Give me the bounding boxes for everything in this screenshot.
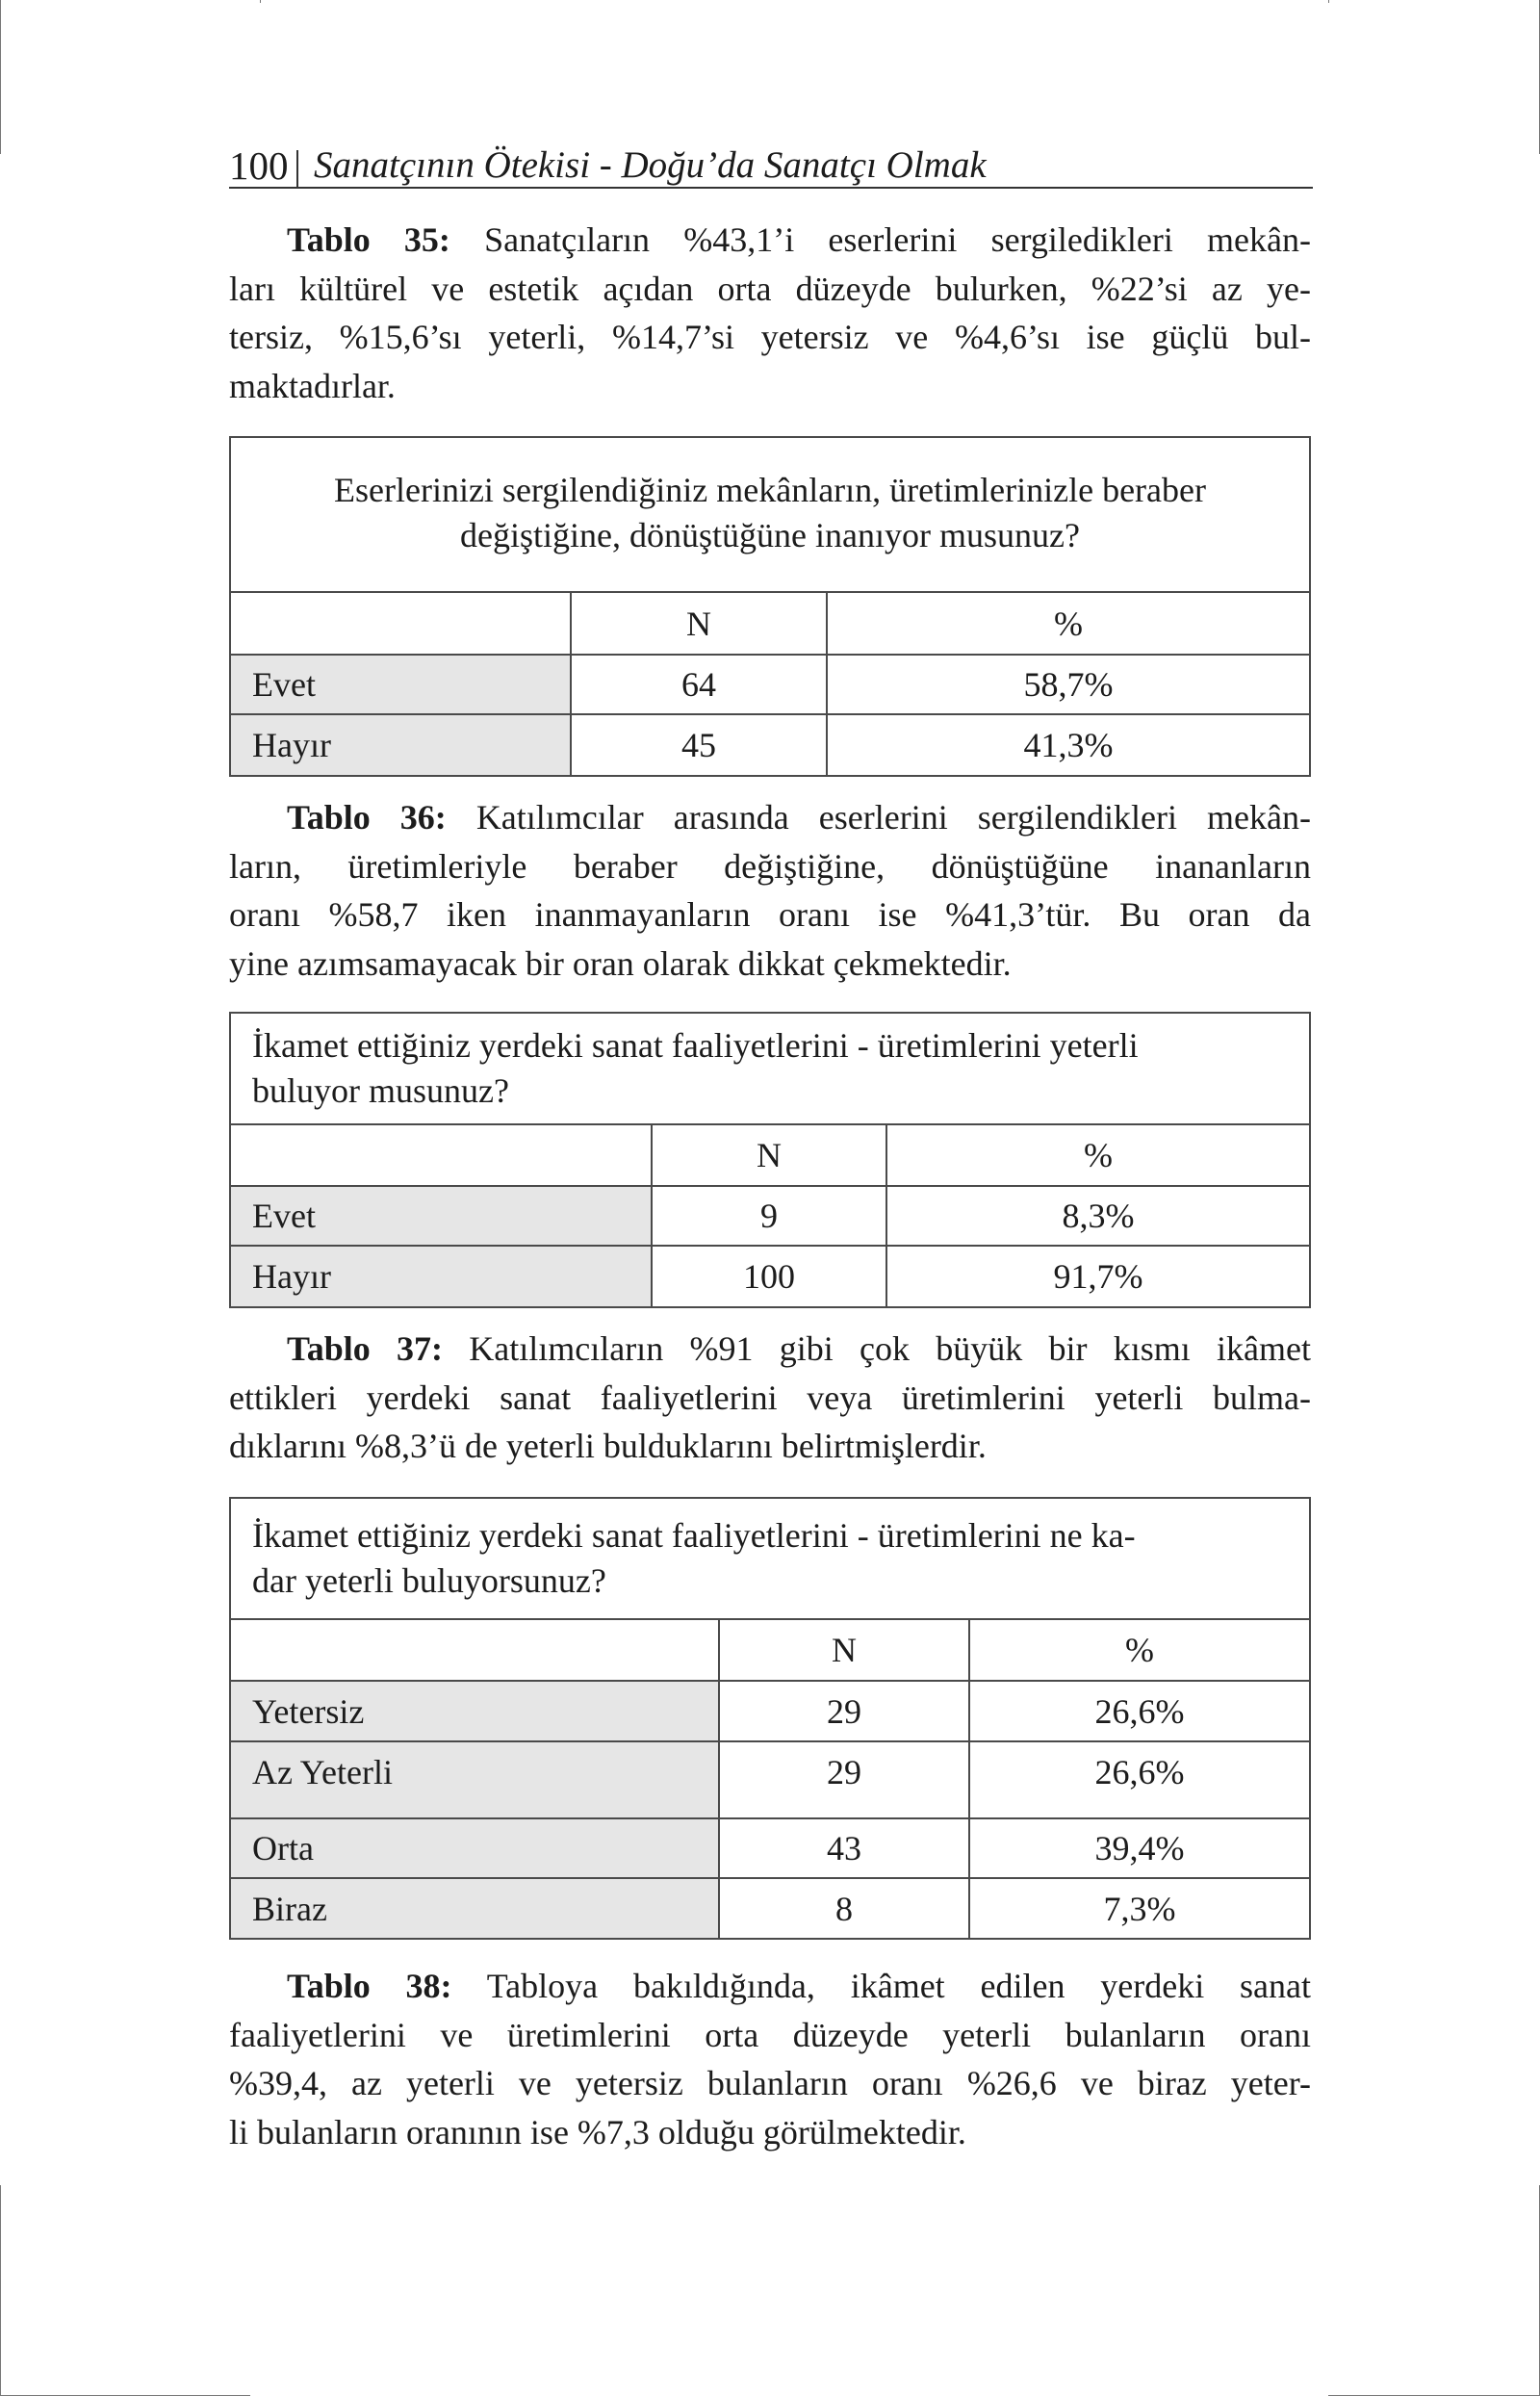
survey-table-exhibition-venues bbox=[229, 436, 1311, 777]
row-count: 43 bbox=[718, 1819, 968, 1877]
text-line: dıklarını %8,3’ü de yeterli bulduklarını belirtmişlerdir. bbox=[229, 1427, 987, 1465]
row-count: 29 bbox=[718, 1742, 968, 1817]
crop-mark bbox=[0, 0, 1, 154]
header-separator bbox=[296, 150, 298, 187]
text-line: tersiz, %15,6’sı yeterli, %14,7’si yetersiz ve %4,6’sı ise güçlü bul- bbox=[229, 318, 1311, 356]
row-percent: 26,6% bbox=[968, 1682, 1309, 1740]
row-label: Yetersiz bbox=[231, 1682, 718, 1740]
row-count: 8 bbox=[718, 1879, 968, 1938]
table-row bbox=[231, 1187, 1309, 1247]
paragraph-tablo-37 bbox=[229, 1325, 1311, 1471]
text-line: li bulanların oranının ise %7,3 olduğu görülmektedir. bbox=[229, 2112, 966, 2151]
table-row bbox=[231, 715, 1309, 775]
row-percent: 58,7% bbox=[826, 656, 1309, 713]
crop-mark bbox=[0, 2185, 1, 2396]
paragraph-tablo-35 bbox=[229, 216, 1311, 410]
row-label: Hayır bbox=[231, 715, 570, 775]
text-line: maktadırlar. bbox=[229, 366, 396, 405]
row-count: 45 bbox=[570, 715, 826, 775]
crop-mark bbox=[1328, 0, 1329, 3]
table-header-blank bbox=[231, 593, 570, 654]
column-header-percent: % bbox=[826, 593, 1309, 654]
crop-mark bbox=[260, 0, 261, 3]
running-header bbox=[229, 144, 1313, 189]
text-line: ettikleri yerdeki sanat faaliyetlerini veya üretimlerini yeterli bulma- bbox=[229, 1378, 1311, 1417]
row-count: 9 bbox=[651, 1187, 886, 1245]
row-percent: 91,7% bbox=[886, 1247, 1309, 1306]
text-line: %39,4, az yeterli ve yetersiz bulanların oranı %26,6 ve biraz yeter- bbox=[229, 2064, 1311, 2102]
running-title: Sanatçının Ötekisi - Doğu’da Sanatçı Olmak bbox=[314, 144, 987, 186]
table-row bbox=[231, 1819, 1309, 1879]
column-header-n: N bbox=[570, 593, 826, 654]
text-line: oranı %58,7 iken inanmayanların oranı ise %41,3’tür. Bu oran da bbox=[229, 895, 1311, 934]
text-line: Tablo 35: Sanatçıların %43,1’i eserlerini sergiledikleri mekân- bbox=[287, 220, 1311, 259]
row-percent: 39,4% bbox=[968, 1819, 1309, 1877]
table-header-row bbox=[231, 593, 1309, 656]
table-header-blank bbox=[231, 1125, 651, 1185]
table-reference-label: Tablo 37: bbox=[287, 1329, 443, 1368]
text-line: Tablo 38: Tabloya bakıldığında, ikâmet edilen yerdeki sanat bbox=[287, 1967, 1311, 2005]
row-label: Evet bbox=[231, 656, 570, 713]
table-reference-label: Tablo 35: bbox=[287, 220, 450, 259]
survey-question: Eserlerinizi sergilendiğiniz mekânların, üretimlerinizle beraber değiştiğine, dönüştüğüne inanıyor musunuz? bbox=[231, 438, 1309, 593]
row-count: 100 bbox=[651, 1247, 886, 1306]
text-line: faaliyetlerini ve üretimlerini orta düzeyde yeterli bulanların oranı bbox=[229, 2015, 1311, 2054]
row-label: Orta bbox=[231, 1819, 718, 1877]
row-label: Hayır bbox=[231, 1247, 651, 1306]
table-header-row bbox=[231, 1125, 1309, 1187]
row-label: Biraz bbox=[231, 1879, 718, 1938]
row-count: 29 bbox=[718, 1682, 968, 1740]
column-header-n: N bbox=[651, 1125, 886, 1185]
text-line: Tablo 36: Katılımcılar arasında eserlerini sergilendikleri mekân- bbox=[287, 798, 1312, 837]
text-line: yine azımsamayacak bir oran olarak dikkat çekmektedir. bbox=[229, 943, 1012, 983]
text-line: ların, üretimleriyle beraber değiştiğine, dönüştüğüne inananların bbox=[229, 846, 1311, 886]
text-line: ları kültürel ve estetik açıdan orta düzeyde bulurken, %22’si az ye- bbox=[229, 269, 1311, 308]
table-reference-label: Tablo 36: bbox=[287, 798, 447, 837]
survey-table-local-art-level bbox=[229, 1497, 1311, 1940]
table-row bbox=[231, 1682, 1309, 1742]
table-row bbox=[231, 1879, 1309, 1938]
survey-table-local-art-adequacy bbox=[229, 1012, 1311, 1308]
paragraph-tablo-38 bbox=[229, 1962, 1311, 2156]
row-percent: 7,3% bbox=[968, 1879, 1309, 1938]
table-row bbox=[231, 1742, 1309, 1819]
table-header-row bbox=[231, 1620, 1309, 1682]
page-number: 100 bbox=[229, 143, 289, 188]
row-percent: 8,3% bbox=[886, 1187, 1309, 1245]
text-line: Tablo 37: Katılımcıların %91 gibi çok büyük bir kısmı ikâmet bbox=[287, 1329, 1311, 1368]
column-header-n: N bbox=[718, 1620, 968, 1680]
row-label: Evet bbox=[231, 1187, 651, 1245]
survey-question: İkamet ettiğiniz yerdeki sanat faaliyetlerini - üretimlerini ne ka- dar yeterli buluyorsunuz? bbox=[231, 1499, 1309, 1620]
table-reference-label: Tablo 38: bbox=[287, 1967, 452, 2005]
table-row bbox=[231, 656, 1309, 715]
column-header-percent: % bbox=[886, 1125, 1309, 1185]
survey-question: İkamet ettiğiniz yerdeki sanat faaliyetlerini - üretimlerini yeterli buluyor musunuz? bbox=[231, 1014, 1309, 1125]
row-percent: 41,3% bbox=[826, 715, 1309, 775]
row-count: 64 bbox=[570, 656, 826, 713]
paragraph-tablo-36 bbox=[229, 793, 1311, 988]
table-row bbox=[231, 1247, 1309, 1306]
column-header-percent: % bbox=[968, 1620, 1309, 1680]
row-percent: 26,6% bbox=[968, 1742, 1309, 1817]
table-header-blank bbox=[231, 1620, 718, 1680]
row-label: Az Yeterli bbox=[231, 1742, 718, 1817]
